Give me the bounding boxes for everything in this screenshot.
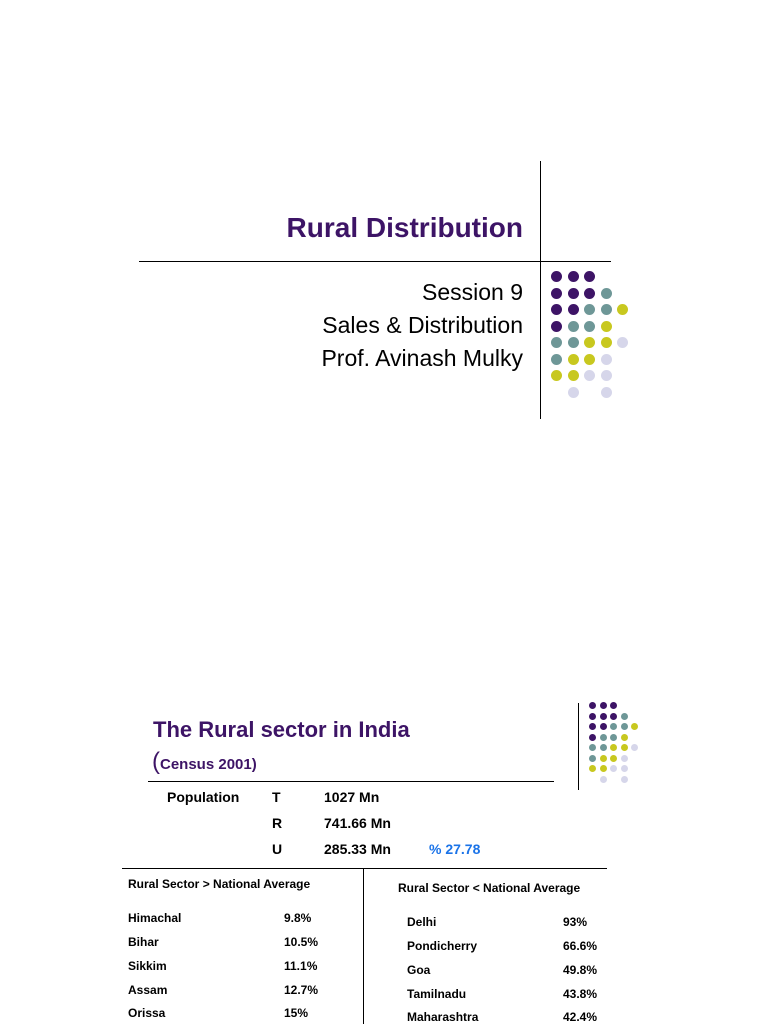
subtitle-text: Census 2001 [160, 756, 252, 773]
left-table-header: Rural Sector > National Average [128, 877, 311, 891]
decorative-dot [551, 370, 562, 381]
right-table-header: Rural Sector < National Average [398, 881, 581, 895]
right-table-state: Goa [407, 963, 431, 977]
decorative-dot [621, 713, 628, 720]
right-table-state: Maharashtra [407, 1010, 479, 1024]
decorative-dot [617, 337, 628, 348]
slide-title: The Rural sector in India [153, 717, 410, 742]
slide-title: Rural Distribution [286, 212, 523, 243]
decorative-dot [551, 271, 562, 282]
decorative-dot [551, 354, 562, 365]
course-line: Sales & Distribution [322, 312, 523, 338]
decorative-dot [601, 370, 612, 381]
subtitle-open-paren: ( [152, 748, 160, 775]
decorative-dot [568, 354, 579, 365]
decorative-dot [621, 734, 628, 741]
decorative-dot [589, 734, 596, 741]
decorative-dot [601, 321, 612, 332]
decorative-dot [621, 744, 628, 751]
decorative-dot [601, 337, 612, 348]
urban-percentage: % 27.78 [429, 841, 481, 857]
decorative-dot [589, 744, 596, 751]
decorative-dot [584, 304, 595, 315]
left-table-state: Himachal [128, 911, 182, 925]
vertical-divider [540, 161, 541, 419]
decorative-dot [568, 304, 579, 315]
horizontal-divider [139, 261, 611, 262]
decorative-dot [610, 744, 617, 751]
decorative-dot [601, 304, 612, 315]
slide-subtitle [152, 748, 257, 776]
session-line: Session 9 [421, 279, 523, 305]
left-table-state: Sikkim [128, 959, 167, 973]
right-table-state: Delhi [407, 915, 437, 929]
right-table-state: Tamilnadu [407, 987, 467, 1001]
decorative-dot [610, 713, 617, 720]
left-table-value: 10.5% [284, 935, 319, 949]
decorative-dot [631, 744, 638, 751]
author-line: Prof. Avinash Mulky [321, 345, 523, 371]
left-table-state: Bihar [128, 935, 159, 949]
right-table-value: 93% [563, 915, 588, 929]
right-table-value: 66.6% [563, 939, 598, 953]
population-value: 741.66 Mn [324, 815, 391, 831]
table-top-rule [122, 868, 607, 869]
decorative-dot [600, 702, 607, 709]
decorative-dot [584, 271, 595, 282]
decorative-dot [568, 370, 579, 381]
decorative-dot [617, 304, 628, 315]
horizontal-divider [148, 781, 554, 782]
decorative-dot [631, 723, 638, 730]
decorative-dot [584, 337, 595, 348]
decorative-dot [600, 713, 607, 720]
decorative-dot [601, 354, 612, 365]
decorative-dot [601, 288, 612, 299]
subtitle-close-paren: ) [251, 756, 257, 773]
decorative-dot [584, 321, 595, 332]
decorative-dot [610, 755, 617, 762]
decorative-dot [610, 702, 617, 709]
decorative-dot [600, 755, 607, 762]
decorative-dot [589, 723, 596, 730]
left-table-value: 12.7% [284, 983, 319, 997]
decorative-dot [589, 765, 596, 772]
decorative-dot [568, 387, 579, 398]
decorative-dot [610, 734, 617, 741]
decorative-dot [584, 354, 595, 365]
decorative-dot [551, 288, 562, 299]
right-table-value: 42.4% [563, 1010, 598, 1024]
decorative-dot [551, 337, 562, 348]
decorative-dot [589, 755, 596, 762]
decorative-dot [600, 723, 607, 730]
right-table-value: 43.8% [563, 987, 598, 1001]
decorative-dot [600, 734, 607, 741]
population-key: R [272, 815, 283, 831]
decorative-dot [568, 271, 579, 282]
decorative-dot [551, 321, 562, 332]
population-value: 285.33 Mn [324, 841, 391, 857]
population-key: T [272, 789, 281, 805]
decorative-dot [568, 321, 579, 332]
vertical-divider [578, 703, 579, 790]
left-table-value: 11.1% [284, 959, 318, 973]
decorative-dot [621, 723, 628, 730]
population-key: U [272, 841, 283, 857]
population-value: 1027 Mn [324, 789, 380, 805]
left-table-value: 9.8% [284, 911, 312, 925]
decorative-dot [584, 370, 595, 381]
decorative-dot [600, 744, 607, 751]
decorative-dot [551, 304, 562, 315]
decorative-dot [610, 723, 617, 730]
decorative-dot [621, 755, 628, 762]
decorative-dot [589, 702, 596, 709]
left-table-value: 15% [284, 1006, 309, 1020]
decorative-dot [600, 776, 607, 783]
decorative-dot [621, 776, 628, 783]
decorative-dot [610, 765, 617, 772]
population-label: Population [167, 789, 240, 805]
decorative-dot [568, 288, 579, 299]
decorative-dot [600, 765, 607, 772]
decorative-dot [584, 288, 595, 299]
left-table-state: Orissa [128, 1006, 166, 1020]
right-table-state: Pondicherry [407, 939, 478, 953]
decorative-dot [621, 765, 628, 772]
decorative-dot [589, 713, 596, 720]
left-table-state: Assam [128, 983, 168, 997]
table-column-divider [363, 868, 364, 1024]
right-table-value: 49.8% [563, 963, 598, 977]
decorative-dot [568, 337, 579, 348]
decorative-dot [601, 387, 612, 398]
